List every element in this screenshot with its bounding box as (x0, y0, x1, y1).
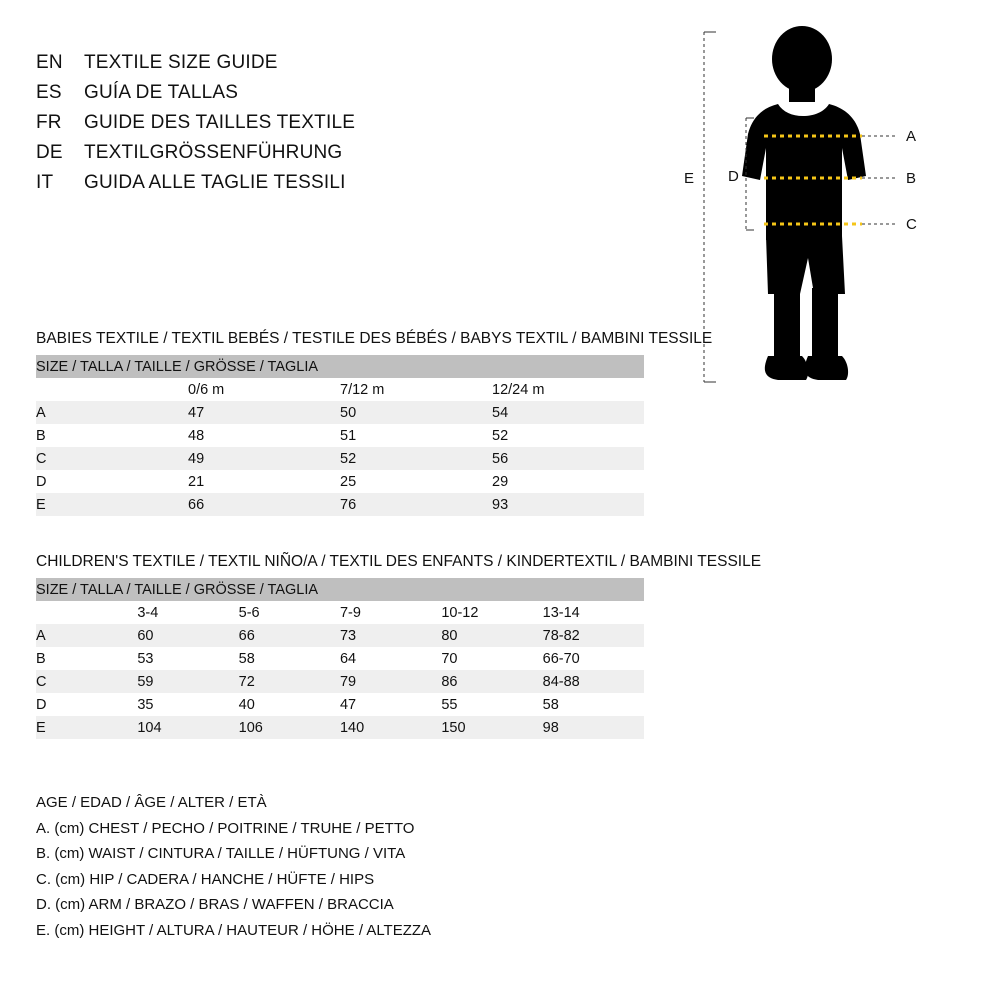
children-a-0: 60 (137, 624, 238, 647)
babies-c-1: 52 (340, 447, 492, 470)
children-d-1: 40 (239, 693, 340, 716)
babies-e-1: 76 (340, 493, 492, 516)
babies-row-label-a: A (36, 401, 188, 424)
language-row-es (36, 78, 456, 108)
babies-d-0: 21 (188, 470, 340, 493)
language-code-it: IT (36, 172, 54, 193)
table-row (36, 693, 644, 716)
children-size-table (36, 578, 644, 739)
children-e-2: 140 (340, 716, 441, 739)
children-e-1: 106 (239, 716, 340, 739)
babies-c-2: 56 (492, 447, 644, 470)
babies-b-2: 52 (492, 424, 644, 447)
babies-column-row (36, 378, 644, 401)
babies-table-header-row (36, 355, 644, 378)
babies-table-header: SIZE / TALLA / TAILLE / GRÖSSE / TAGLIA (36, 355, 644, 378)
babies-row-label-b: B (36, 424, 188, 447)
children-d-4: 58 (543, 693, 644, 716)
legend-chest: A. (cm) CHEST / PECHO / POITRINE / TRUHE / PETTO (36, 819, 415, 837)
language-code-en: EN (36, 52, 63, 73)
children-c-1: 72 (239, 670, 340, 693)
babies-row-label-c: C (36, 447, 188, 470)
children-e-0: 104 (137, 716, 238, 739)
measurement-legend (36, 790, 676, 943)
marker-label-b: B (906, 170, 917, 187)
babies-a-2: 54 (492, 401, 644, 424)
children-table-header-row (36, 578, 644, 601)
babies-col-blank (36, 378, 188, 401)
legend-height: E. (cm) HEIGHT / ALTURA / HAUTEUR / HÖHE / ALTEZZA (36, 921, 432, 939)
children-a-3: 80 (441, 624, 542, 647)
children-row-label-b: B (36, 647, 137, 670)
children-col-3: 10-12 (441, 601, 542, 624)
legend-age: AGE / EDAD / ÂGE / ALTER / ETÀ (36, 794, 267, 811)
babies-row-label-d: D (36, 470, 188, 493)
children-section-title: CHILDREN'S TEXTILE / TEXTIL NIÑO/A / TEXTIL DES ENFANTS / KINDERTEXTIL / BAMBINI TESSILE (36, 553, 762, 570)
children-table-header: SIZE / TALLA / TAILLE / GRÖSSE / TAGLIA (36, 578, 644, 601)
children-section (36, 553, 762, 739)
babies-section-title: BABIES TEXTILE / TEXTIL BEBÉS / TESTILE DES BÉBÉS / BABYS TEXTIL / BAMBINI TESSILE (36, 330, 713, 347)
children-col-1: 5-6 (239, 601, 340, 624)
legend-hip: C. (cm) HIP / CADERA / HANCHE / HÜFTE / HIPS (36, 870, 375, 888)
children-c-2: 79 (340, 670, 441, 693)
child-silhouette-icon (682, 26, 982, 416)
table-row (36, 470, 644, 493)
table-row (36, 624, 644, 647)
babies-d-2: 29 (492, 470, 644, 493)
babies-c-0: 49 (188, 447, 340, 470)
marker-label-e: E (684, 170, 695, 187)
children-col-blank (36, 601, 137, 624)
marker-label-a: A (906, 128, 917, 145)
babies-a-0: 47 (188, 401, 340, 424)
babies-b-0: 48 (188, 424, 340, 447)
children-b-1: 58 (239, 647, 340, 670)
babies-section (36, 330, 713, 516)
measurement-figure (682, 26, 982, 416)
children-column-row (36, 601, 644, 624)
language-title-fr: GUIDE DES TAILLES TEXTILE (84, 112, 356, 133)
language-code-fr: FR (36, 112, 62, 133)
table-row (36, 716, 644, 739)
language-header (36, 48, 456, 198)
legend-arm: D. (cm) ARM / BRAZO / BRAS / WAFFEN / BRACCIA (36, 896, 394, 913)
children-col-4: 13-14 (543, 601, 644, 624)
babies-e-2: 93 (492, 493, 644, 516)
language-row-fr (36, 108, 456, 138)
language-title-de: TEXTILGRÖSSENFÜHRUNG (84, 142, 343, 163)
table-row (36, 647, 644, 670)
legend-waist: B. (cm) WAIST / CINTURA / TAILLE / HÜFTUNG / VITA (36, 845, 406, 862)
children-c-4: 84-88 (543, 670, 644, 693)
children-a-1: 66 (239, 624, 340, 647)
children-c-3: 86 (441, 670, 542, 693)
language-code-es: ES (36, 82, 62, 103)
children-b-3: 70 (441, 647, 542, 670)
children-row-label-d: D (36, 693, 137, 716)
table-row (36, 493, 644, 516)
children-col-2: 7-9 (340, 601, 441, 624)
marker-label-d: D (728, 168, 739, 185)
language-row-de (36, 138, 456, 168)
children-c-0: 59 (137, 670, 238, 693)
babies-size-table (36, 355, 644, 516)
children-a-2: 73 (340, 624, 441, 647)
children-col-0: 3-4 (137, 601, 238, 624)
children-d-2: 47 (340, 693, 441, 716)
children-row-label-a: A (36, 624, 137, 647)
language-title-en: TEXTILE SIZE GUIDE (84, 52, 278, 73)
children-b-0: 53 (137, 647, 238, 670)
table-row (36, 401, 644, 424)
language-code-de: DE (36, 142, 63, 163)
children-row-label-e: E (36, 716, 137, 739)
children-b-4: 66-70 (543, 647, 644, 670)
babies-a-1: 50 (340, 401, 492, 424)
language-row-en (36, 48, 456, 78)
babies-d-1: 25 (340, 470, 492, 493)
table-row (36, 447, 644, 470)
babies-col-1: 7/12 m (340, 378, 492, 401)
marker-label-c: C (906, 216, 917, 233)
children-row-label-c: C (36, 670, 137, 693)
children-a-4: 78-82 (543, 624, 644, 647)
children-d-3: 55 (441, 693, 542, 716)
language-row-it (36, 168, 456, 198)
babies-row-label-e: E (36, 493, 188, 516)
babies-col-0: 0/6 m (188, 378, 340, 401)
language-title-it: GUIDA ALLE TAGLIE TESSILI (84, 172, 346, 193)
children-b-2: 64 (340, 647, 441, 670)
table-row (36, 424, 644, 447)
babies-col-2: 12/24 m (492, 378, 644, 401)
table-row (36, 670, 644, 693)
children-e-3: 150 (441, 716, 542, 739)
children-e-4: 98 (543, 716, 644, 739)
babies-b-1: 51 (340, 424, 492, 447)
language-title-es: GUÍA DE TALLAS (84, 82, 239, 103)
children-d-0: 35 (137, 693, 238, 716)
babies-e-0: 66 (188, 493, 340, 516)
